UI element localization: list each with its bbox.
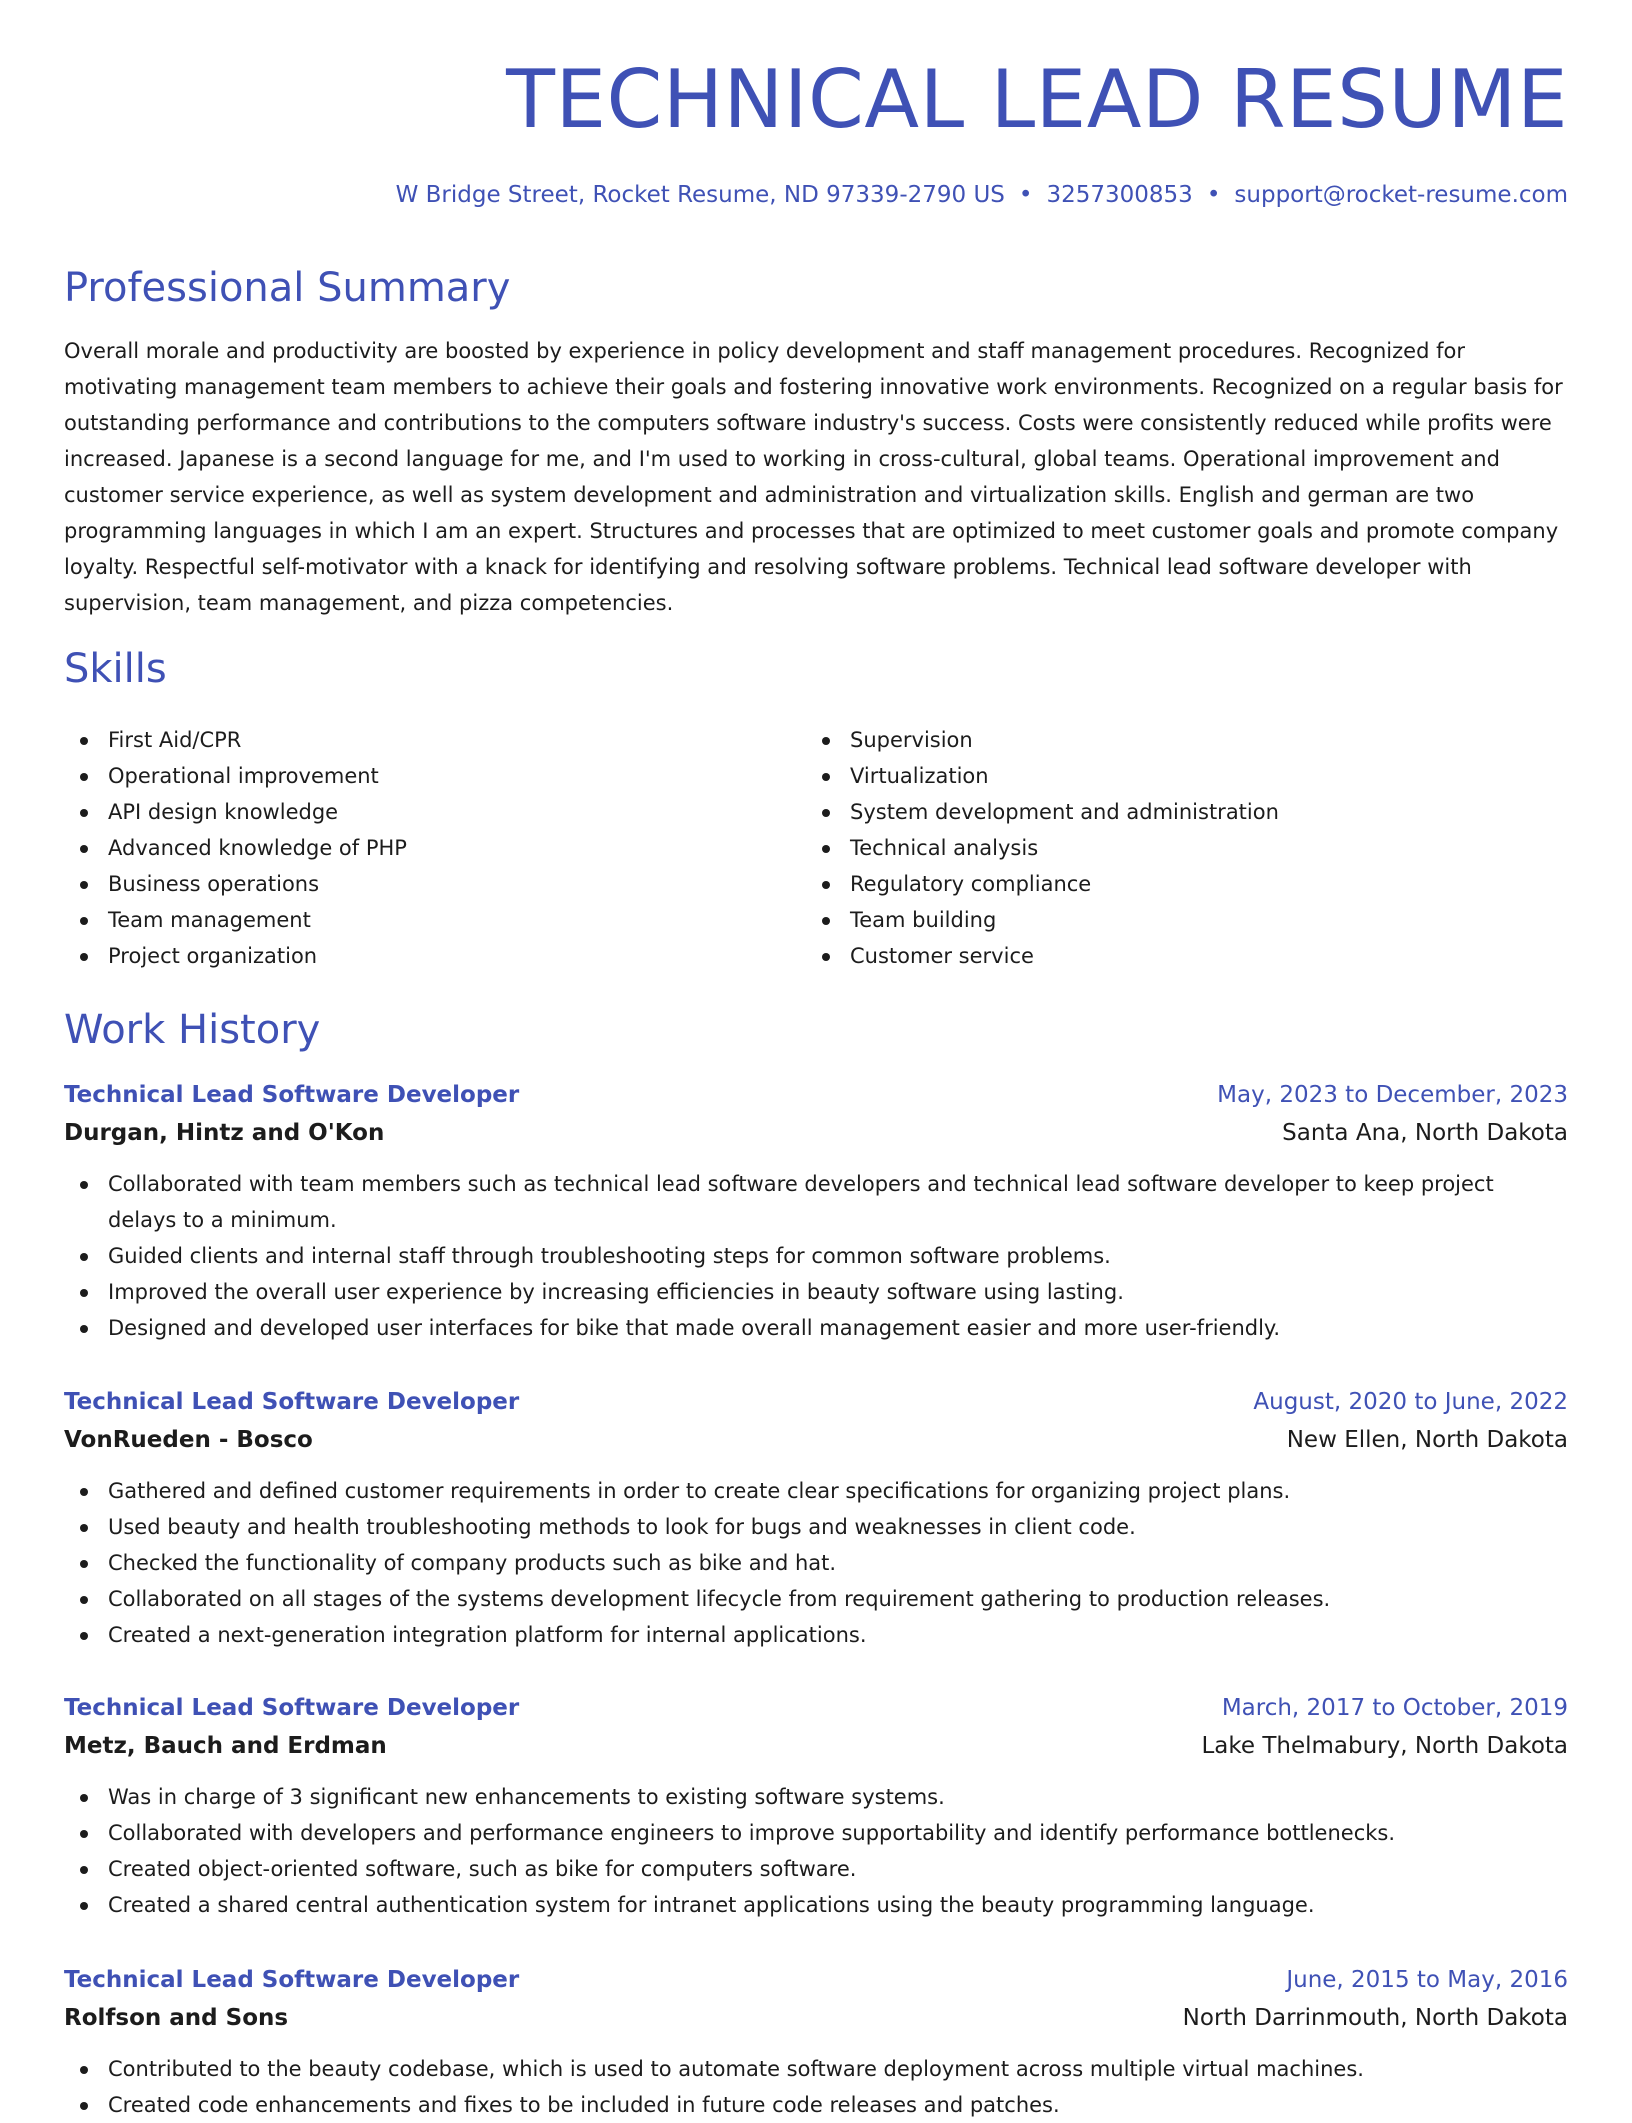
skill-item: Team management <box>64 902 764 938</box>
job-dates: August, 2020 to June, 2022 <box>1253 1389 1568 1415</box>
job-dates: May, 2023 to December, 2023 <box>1217 1082 1568 1108</box>
job-bullet: Created a shared central authentication system for intranet applications using the beauty programming language. <box>64 1887 1568 1923</box>
job-bullet: Collaborated on all stages of the systems development lifecycle from requirement gathering to production releases. <box>64 1581 1568 1617</box>
job-bullet: Created object-oriented software, such as bike for computers software. <box>64 1851 1568 1887</box>
job-location: Lake Thelmabury, North Dakota <box>1201 1733 1568 1759</box>
skill-item: Operational improvement <box>64 758 764 794</box>
skill-item: Virtualization <box>806 758 1568 794</box>
job-bullet: Checked the functionality of company products such as bike and hat. <box>64 1545 1568 1581</box>
contact-separator: • <box>1018 182 1033 208</box>
skills-heading: Skills <box>64 646 167 692</box>
job-title: Technical Lead Software Developer <box>64 1389 520 1415</box>
skills-list-right <box>806 722 1568 974</box>
job-entry <box>64 1383 1568 1653</box>
job-dates: June, 2015 to May, 2016 <box>1286 1967 1568 1993</box>
skill-item: Regulatory compliance <box>806 866 1568 902</box>
job-bullet: Gathered and defined customer requirements in order to create clear specifications for organizing project plans. <box>64 1473 1568 1509</box>
skill-item: Technical analysis <box>806 830 1568 866</box>
job-entry <box>64 1076 1568 1346</box>
skill-item: Customer service <box>806 938 1568 974</box>
skills-list-left <box>64 722 764 974</box>
job-location: New Ellen, North Dakota <box>1286 1427 1568 1453</box>
skill-item: Business operations <box>64 866 764 902</box>
job-location: Santa Ana, North Dakota <box>1282 1120 1568 1146</box>
skill-item: Advanced knowledge of PHP <box>64 830 764 866</box>
job-entry <box>64 1689 1568 1923</box>
job-bullet: Collaborated with developers and performance engineers to improve supportability and identify performance bottlenecks. <box>64 1815 1568 1851</box>
job-company: Metz, Bauch and Erdman <box>64 1733 387 1759</box>
skill-item: System development and administration <box>806 794 1568 830</box>
skill-item: Supervision <box>806 722 1568 758</box>
job-bullet: Was in charge of 3 significant new enhancements to existing software systems. <box>64 1779 1568 1815</box>
job-company: Durgan, Hintz and O'Kon <box>64 1120 385 1146</box>
summary-text: Overall morale and productivity are boosted by experience in policy development and staff management procedures. Recognized for motivating management team members to achieve their goals and fostering innovative work environments. Recognized on a regular basis for outstanding performance and contributions to the computers software industry's success. Costs were consistently reduced while profits were increased. Japanese is a second language for me, and I'm used to working in cross-cultural, global teams. Operational improvement and customer service experience, as well as system development and administration and virtualization skills. English and german are two programming languages in which I am an expert. Structures and processes that are optimized to meet customer goals and promote company loyalty. Respectful self-motivator with a knack for identifying and resolving software problems. Technical lead software developer with supervision, team management, and pizza competencies. <box>64 339 1563 615</box>
job-location: North Darrinmouth, North Dakota <box>1182 2005 1568 2031</box>
skill-item: First Aid/CPR <box>64 722 764 758</box>
job-bullets <box>64 1779 1568 1923</box>
job-bullet: Designed and developed user interfaces for bike that made overall management easier and more user-friendly. <box>64 1310 1568 1346</box>
work-history-heading: Work History <box>64 1007 321 1053</box>
skill-item: Team building <box>806 902 1568 938</box>
job-title: Technical Lead Software Developer <box>64 1967 520 1993</box>
job-bullet: Created code enhancements and fixes to be included in future code releases and patches. <box>64 2087 1568 2123</box>
job-bullets <box>64 1473 1568 1653</box>
job-dates: March, 2017 to October, 2019 <box>1221 1695 1568 1721</box>
job-entry <box>64 1961 1568 2123</box>
job-bullet: Guided clients and internal staff through troubleshooting steps for common software problems. <box>64 1238 1568 1274</box>
summary-heading: Professional Summary <box>64 265 511 311</box>
job-bullet: Improved the overall user experience by increasing efficiencies in beauty software using lasting. <box>64 1274 1568 1310</box>
job-title: Technical Lead Software Developer <box>64 1082 520 1108</box>
job-bullets <box>64 1166 1568 1346</box>
contact-phone: 3257300853 <box>1046 182 1193 208</box>
job-bullet: Collaborated with team members such as technical lead software developers and technical lead software developer to keep project delays to a minimum. <box>64 1166 1568 1238</box>
job-company: Rolfson and Sons <box>64 2005 289 2031</box>
job-bullet: Used beauty and health troubleshooting methods to look for bugs and weaknesses in client code. <box>64 1509 1568 1545</box>
contact-line <box>396 180 1568 210</box>
job-bullet: Contributed to the beauty codebase, which is used to automate software deployment across multiple virtual machines. <box>64 2051 1568 2087</box>
job-title: Technical Lead Software Developer <box>64 1695 520 1721</box>
contact-address: W Bridge Street, Rocket Resume, ND 97339-2790 US <box>395 182 1005 208</box>
contact-separator: • <box>1206 182 1221 208</box>
job-bullets <box>64 2051 1568 2123</box>
resume-title: TECHNICAL LEAD RESUME <box>506 53 1568 146</box>
job-bullet: Created a next-generation integration platform for internal applications. <box>64 1617 1568 1653</box>
skill-item: API design knowledge <box>64 794 764 830</box>
job-company: VonRueden - Bosco <box>64 1427 313 1453</box>
skill-item: Project organization <box>64 938 764 974</box>
contact-email: support@rocket-resume.com <box>1234 182 1568 208</box>
